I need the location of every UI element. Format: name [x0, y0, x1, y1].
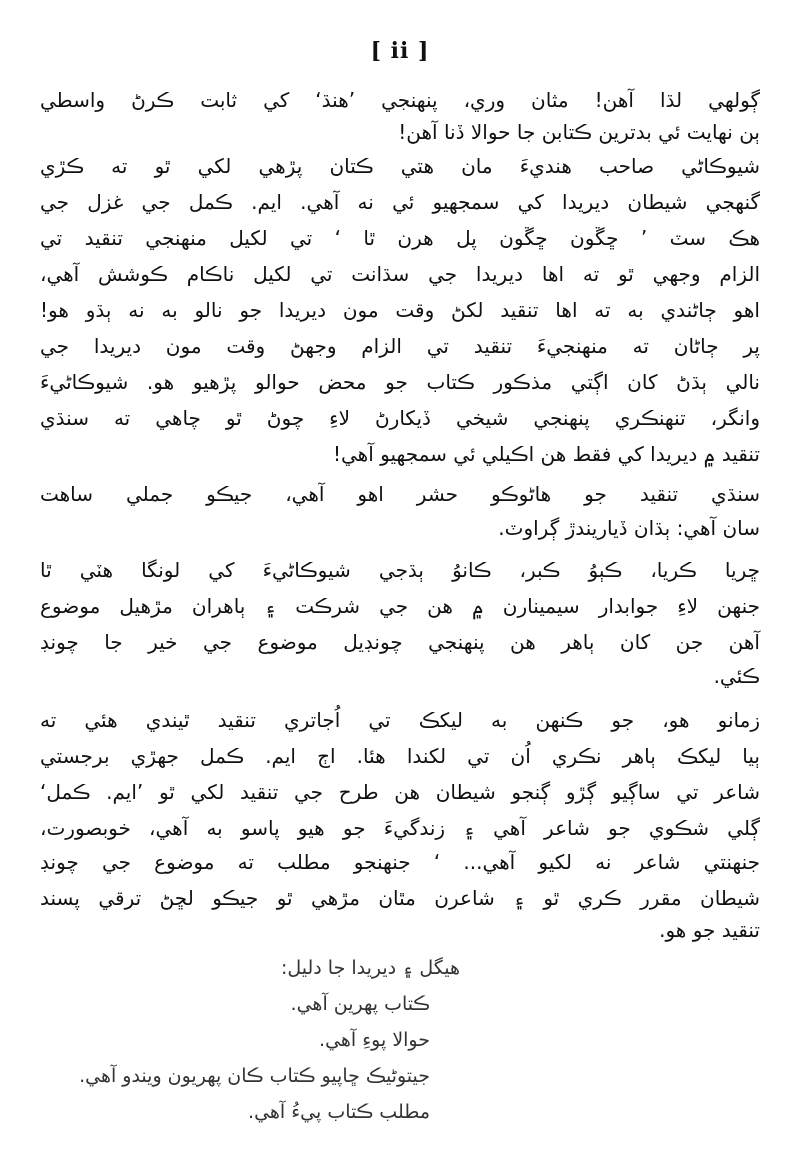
- paragraph-5-line-2: ٻيا ليکڪ ٻاهر نڪري اُن تي لکندا هئا. اڄ ايم. ڪمل جهڙي برجستي: [40, 744, 760, 768]
- paragraph-1-line-1: ڳولهي لڌا آهن! مثان وري، پنهنجي ’هنڌ‘ کي ثابت ڪرڻ واسطي: [40, 88, 760, 112]
- list-heading: هيگل ۽ ديريدا جا دليل:: [280, 957, 460, 979]
- paragraph-2-line-9: تنقيد ۾ ديريدا کي فقط هن اڪيلي ئي سمجهيو آهي!: [332, 442, 760, 466]
- page-number: [ ii ]: [370, 38, 430, 64]
- paragraph-2-line-2: گنهجي شيطان ديريدا کي سمجهيو ئي نه آهي. ايم. ڪمل جي غزل جي: [40, 190, 760, 214]
- list-item: جيتوڻيڪ ڇاپيو ڪتاب ڪان پهريون ويندو آهي.: [79, 1065, 430, 1087]
- list-item: حوالا پوءِ آهي.: [319, 1029, 430, 1051]
- paragraph-2-line-6: پر ڄاڻان ته منهنجيءَ تنقيد تي الزام وجهڻ وقت مون ديريدا جي: [40, 334, 760, 358]
- paragraph-3-line-2: سان آهي: ٻڌان ڏياريندڙ ڳراوٽ.: [498, 516, 760, 540]
- paragraph-1-line-2: ٻن نهايت ئي بدترين ڪتابن جا حوالا ڏنا آهن!: [398, 120, 760, 144]
- paragraph-2-line-1: شيوڪاڻي صاحب هنديءَ مان هتي ڪتان پڙهي لکي ٿو ته ڪڙي: [40, 154, 760, 178]
- list-item: مطلب ڪتاب پيءُ آهي.: [248, 1101, 430, 1123]
- paragraph-5-line-1: زمانو هو، جو ڪنهن به ليکڪ تي اُجاتري تنقيد ٿيندي هئي ته: [40, 708, 760, 732]
- paragraph-2-line-7: نالي ٻڌڻ کان اڳتي مذڪور ڪتاب جو محض حوالو پڙهيو هو. شيوڪاڻيءَ: [40, 370, 760, 394]
- paragraph-4-line-3: آهن جن کان ٻاهر هن پنهنجي چونڊيل موضوع جي خير جا چونڊ: [40, 630, 760, 654]
- list-item: ڪتاب پهرين آهي.: [290, 993, 430, 1015]
- paragraph-4-line-4: ڪئي.: [713, 664, 760, 688]
- paragraph-2-line-4: الزام وجهي ٿو ته اها ديريدا جي سڌانت تي لکيل ناڪام ڪوشش آهي،: [40, 262, 760, 286]
- paragraph-2-line-3: هڪ سٽ ’ ڇڱون ڇڱون پل هرن ٿا ‘ تي لکيل منهنجي تنقيد تي: [40, 226, 760, 250]
- paragraph-5-line-6: شيطان مقرر ڪري ٿو ۽ شاعرن مٿان مڙهي ٿو جيڪو لڇڻ ترقي پسند: [40, 886, 760, 910]
- paragraph-5-line-4: ڳلي شڪوي جو شاعر آهي ۽ زندگيءَ جو هيو پاسو به آهي، خوبصورت،: [40, 816, 760, 840]
- paragraph-4-line-2: جنهن لاءِ جوابدار سيمينارن ۾ هن جي شرڪت ۽ ٻاهران مڙهيل موضوع: [40, 594, 760, 618]
- paragraph-3-line-1: سنڌي تنقيد جو هاڻوڪو حشر اهو آهي، جيڪو جملي ساهت: [40, 482, 760, 506]
- paragraph-5-line-3: شاعر تي ساڳيو ڳڙو ڳنجو شيطان هن طرح جي تنقيد لکي ٿو ’ايم. ڪمل‘: [40, 780, 760, 804]
- paragraph-5-line-5: جنهنتي شاعر نه لکيو آهي... ‘ جنهنجو مطلب ته موضوع جي چونڊ: [40, 850, 760, 874]
- paragraph-5-line-7: تنقيد جو هو.: [659, 918, 760, 942]
- paragraph-2-line-8: وانگر، تنهنڪري پنهنجي شيخي ڏيکارڻ لاءِ چوڻ ٿو چاهي ته سنڌي: [40, 406, 760, 430]
- paragraph-4-line-1: ڇريا ڪريا، ڪٻوُ ڪبر، ڪانوُ ٻڌجي شيوڪاڻيءَ کي لونگا هٽي ٿا: [40, 558, 760, 582]
- paragraph-2-line-5: اهو ڄاڻندي به ته اها تنقيد لکڻ وقت مون ديريدا جو نالو به نه ٻڌو هو!: [40, 298, 760, 322]
